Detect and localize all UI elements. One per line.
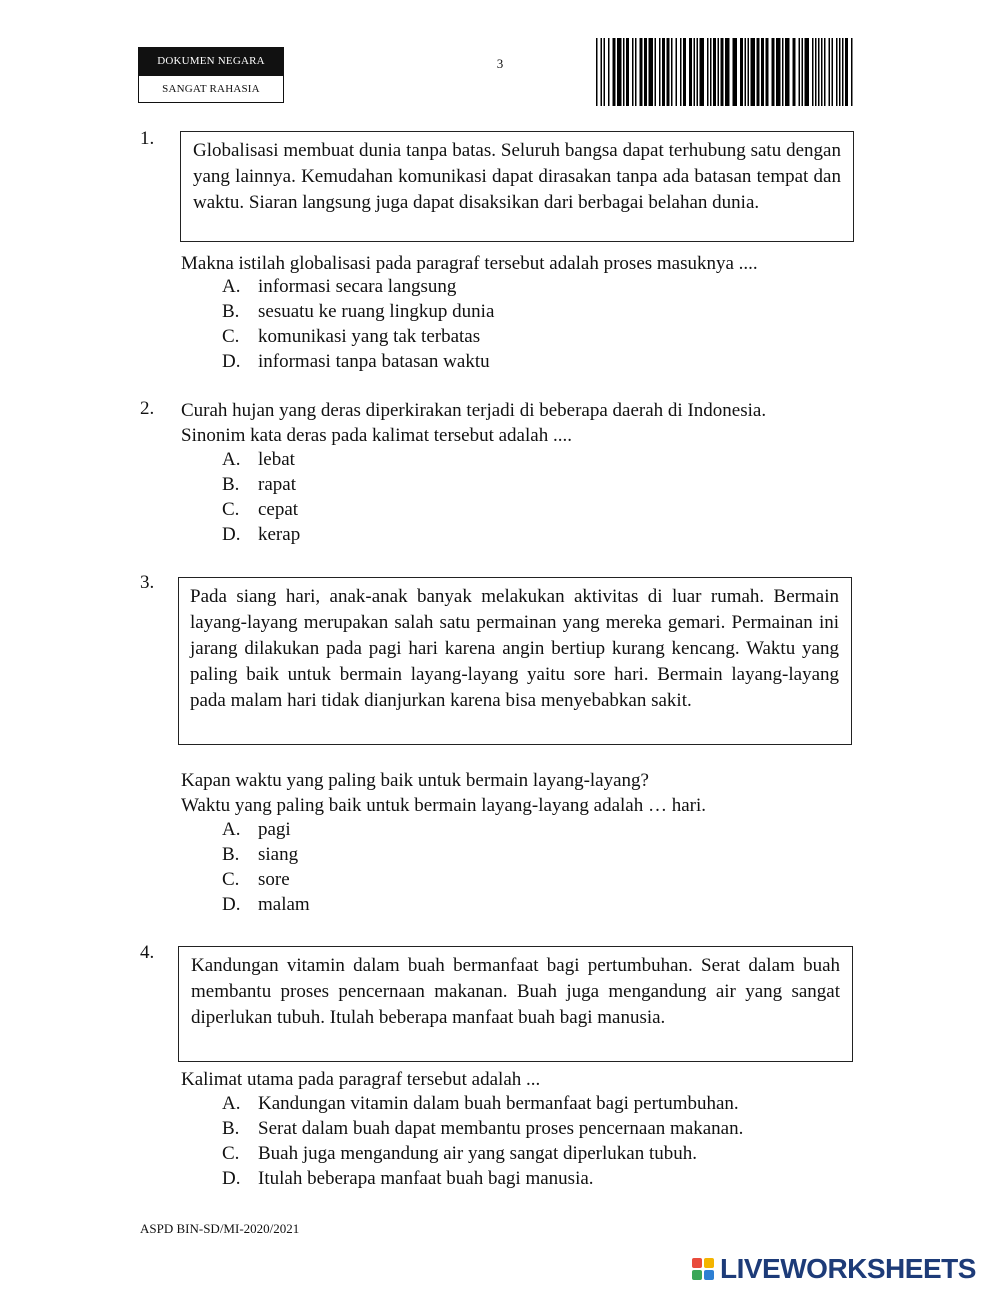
classification-label-bottom: SANGAT RAHASIA (138, 75, 284, 103)
answer-option[interactable] (222, 324, 494, 349)
barcode-bar (635, 38, 637, 106)
option-text: lebat (258, 449, 295, 470)
option-letter: D. (222, 524, 241, 545)
answer-option[interactable] (222, 299, 494, 324)
barcode-bar (751, 38, 756, 106)
page-number: 3 (496, 56, 504, 71)
option-letter: A. (222, 276, 241, 297)
barcode-bar (608, 38, 610, 106)
question-stem: Makna istilah globalisasi pada paragraf tersebut adalah proses masuknya .... (181, 253, 758, 274)
answer-option[interactable] (222, 497, 300, 522)
logo-text: LIVEWORKSHEETS (720, 1253, 976, 1284)
question-number: 3. (140, 572, 155, 593)
barcode-bar (839, 38, 841, 106)
reading-passage: Kandungan vitamin dalam buah bermanfaat bagi pertumbuhan. Serat dalam buah membantu proses pencernaan makanan. Buah juga mengandung air yang sangat diperlukan tubuh. Itulah beberapa manfaat buah bagi manusia. (178, 946, 853, 1062)
option-letter: C. (222, 869, 240, 890)
logo-tile (692, 1258, 702, 1268)
barcode-bar (832, 38, 834, 106)
barcode-bar (748, 38, 750, 106)
barcode-bar (812, 38, 814, 106)
answer-option[interactable] (222, 842, 310, 867)
option-letter: D. (222, 1168, 241, 1189)
barcode-bar (824, 38, 826, 106)
option-letter: B. (222, 474, 240, 495)
barcode-bar (829, 38, 831, 106)
barcode-bar (793, 38, 796, 106)
option-text: Buah juga mengandung air yang sangat diperlukan tubuh. (258, 1143, 698, 1164)
barcode-bar (718, 38, 720, 106)
barcode-bar (851, 38, 853, 106)
question-number: 1. (140, 128, 155, 149)
reading-passage: Globalisasi membuat dunia tanpa batas. Seluruh bangsa dapat terhubung satu dengan yang lainnya. Kemudahan komunikasi dapat dirasakan tanpa ada batasan tempat dan waktu. Siaran langsung juga dapat disaksikan dari berbagai belahan dunia. (180, 131, 854, 242)
barcode-bar (604, 38, 606, 106)
answer-option[interactable] (222, 1166, 743, 1191)
barcode-bar (659, 38, 661, 106)
barcode-bar (772, 38, 775, 106)
barcode-bar (776, 38, 781, 106)
answer-option[interactable] (222, 522, 300, 547)
barcode-bar (785, 38, 790, 106)
barcode-bar (694, 38, 696, 106)
barcode-bar (733, 38, 738, 106)
option-text: komunikasi yang tak terbatas (258, 326, 481, 347)
barcode-bar (707, 38, 709, 106)
question-number: 2. (140, 398, 155, 419)
barcode-bar (644, 38, 647, 106)
logo-tile (704, 1258, 714, 1268)
classification-label-top: DOKUMEN NEGARA (138, 47, 284, 75)
barcode (596, 38, 858, 106)
answer-option[interactable] (222, 274, 494, 299)
option-text: informasi secara langsung (258, 276, 457, 297)
answer-option[interactable] (222, 349, 494, 374)
option-letter: D. (222, 351, 241, 372)
logo-tile (704, 1270, 714, 1280)
option-text: rapat (258, 474, 296, 495)
barcode-bar (713, 38, 716, 106)
option-letter: C. (222, 326, 240, 347)
barcode-bar (689, 38, 692, 106)
question-stem: Kalimat utama pada paragraf tersebut adalah ... (181, 1069, 541, 1090)
exam-code: ASPD BIN-SD/MI-2020/2021 (140, 1221, 300, 1236)
barcode-bar (740, 38, 743, 106)
barcode-bar (710, 38, 712, 106)
barcode-bar (671, 38, 673, 106)
option-letter: D. (222, 894, 241, 915)
answer-options (222, 817, 310, 917)
option-text: Serat dalam buah dapat membantu proses pencernaan makanan. (258, 1118, 744, 1139)
answer-options (222, 1091, 743, 1191)
answer-option[interactable] (222, 1141, 743, 1166)
barcode-bar (613, 38, 616, 106)
answer-options (222, 274, 494, 374)
barcode-bar (680, 38, 682, 106)
barcode-bar (757, 38, 760, 106)
barcode-bar (761, 38, 764, 106)
answer-option[interactable] (222, 1091, 743, 1116)
liveworksheets-logo[interactable] (692, 1254, 976, 1284)
question-stem: Curah hujan yang deras diperkirakan terjadi di beberapa daerah di Indonesia. (181, 400, 767, 421)
barcode-bar (596, 38, 598, 106)
option-letter: A. (222, 1093, 241, 1114)
barcode-bar (818, 38, 820, 106)
barcode-bar (697, 38, 699, 106)
barcode-bar (601, 38, 603, 106)
option-text: Kandungan vitamin dalam buah bermanfaat bagi pertumbuhan. (258, 1093, 739, 1114)
option-text: sore (258, 869, 290, 890)
logo-tile (692, 1270, 702, 1280)
answer-option[interactable] (222, 817, 310, 842)
barcode-bar (640, 38, 643, 106)
option-text: siang (258, 844, 299, 865)
option-letter: A. (222, 819, 241, 840)
barcode-bar (802, 38, 804, 106)
question-stem: Kapan waktu yang paling baik untuk bermain layang-layang? (181, 770, 649, 791)
barcode-bar (836, 38, 838, 106)
barcode-bar (632, 38, 634, 106)
question-number: 4. (140, 942, 155, 963)
option-letter: B. (222, 844, 240, 865)
option-letter: C. (222, 1143, 240, 1164)
option-text: cepat (258, 499, 299, 520)
answer-option[interactable] (222, 867, 310, 892)
barcode-bar (842, 38, 844, 106)
barcode-bar (662, 38, 665, 106)
barcode-bar (676, 38, 678, 106)
barcode-bar (683, 38, 686, 106)
answer-option[interactable] (222, 1116, 743, 1141)
barcode-bar (845, 38, 848, 106)
question-stem: Sinonim kata deras pada kalimat tersebut adalah .... (181, 425, 572, 446)
barcode-bar (745, 38, 747, 106)
option-text: pagi (258, 819, 291, 840)
question-stem: Waktu yang paling baik untuk bermain layang-layang adalah … hari. (181, 795, 707, 816)
answer-option[interactable] (222, 892, 310, 917)
barcode-bar (649, 38, 654, 106)
barcode-bar (617, 38, 622, 106)
logo-icon (692, 1258, 714, 1280)
barcode-bar (821, 38, 823, 106)
barcode-bar (799, 38, 801, 106)
answer-option[interactable] (222, 447, 300, 472)
barcode-bar (725, 38, 730, 106)
reading-passage: Pada siang hari, anak-anak banyak melakukan aktivitas di luar rumah. Bermain layang-layang merupakan salah satu permainan yang mereka gemari. Permainan ini jarang dilakukan pada pagi hari karena angin bertiup kurang kencang. Waktu yang paling baik untuk bermain layang-layang yaitu sore hari. Bermain layang-layang pada malam hari tidak dianjurkan karena bisa menyebabkan sakit. (178, 577, 852, 745)
barcode-bar (782, 38, 784, 106)
option-letter: C. (222, 499, 240, 520)
barcode-bar (667, 38, 670, 106)
barcode-bar (721, 38, 724, 106)
answer-option[interactable] (222, 472, 300, 497)
barcode-bar (655, 38, 657, 106)
option-text: malam (258, 894, 310, 915)
barcode-bar (805, 38, 810, 106)
option-letter: B. (222, 1118, 240, 1139)
answer-options (222, 447, 300, 547)
barcode-bar (766, 38, 769, 106)
option-text: kerap (258, 524, 301, 545)
option-letter: B. (222, 301, 240, 322)
barcode-bar (815, 38, 817, 106)
barcode-bar (623, 38, 625, 106)
option-text: sesuatu ke ruang lingkup dunia (258, 301, 495, 322)
barcode-bar (700, 38, 705, 106)
barcode-bar (626, 38, 629, 106)
option-letter: A. (222, 449, 241, 470)
option-text: informasi tanpa batasan waktu (258, 351, 490, 372)
option-text: Itulah beberapa manfaat buah bagi manusia. (258, 1168, 594, 1189)
